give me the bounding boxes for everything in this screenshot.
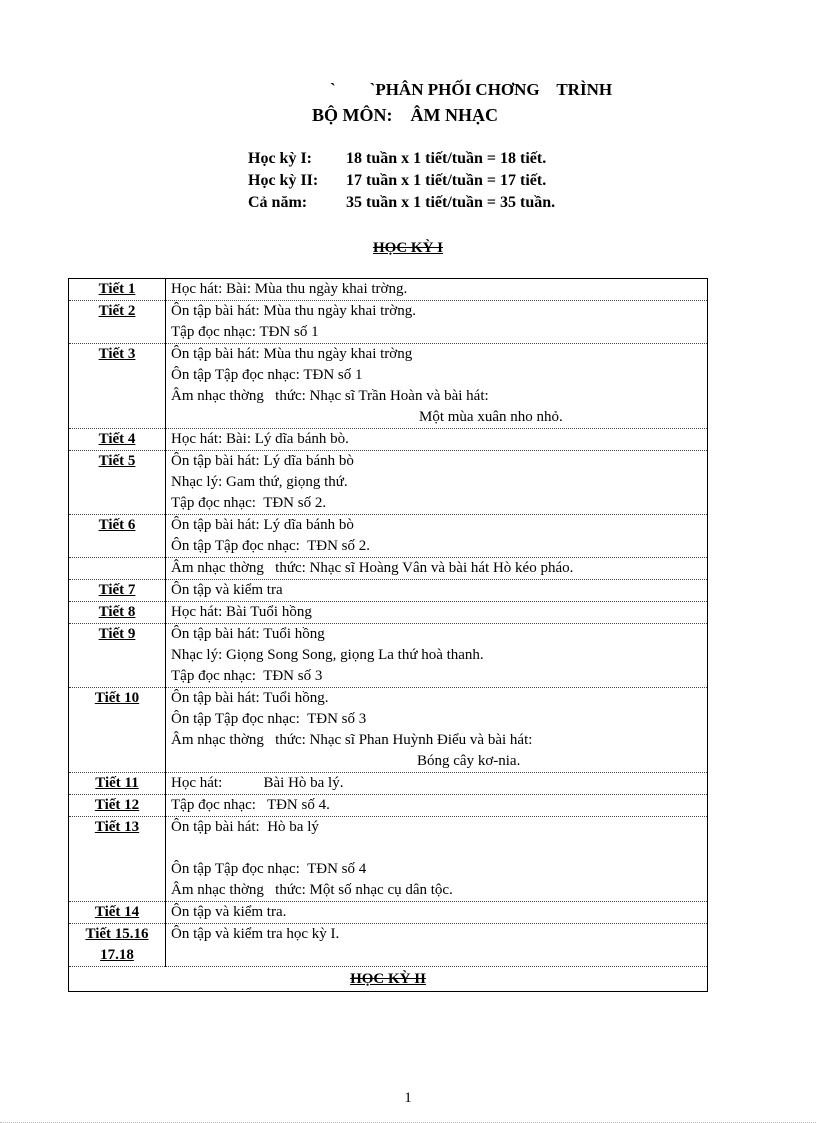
lesson-number: Tiết 4 [98,431,136,447]
lesson-content-cell [166,688,708,773]
lesson-number-cell [69,515,166,558]
lesson-table-body [69,279,708,967]
lesson-content-line: Ôn tập bài hát: Hò ba lý [171,819,319,835]
lesson-content-cell [166,451,708,515]
table-row [69,344,708,429]
lesson-content-line: Ôn tập bài hát: Lý dĩa bánh bò [171,453,354,469]
lesson-content-line: Âm nhạc thờng thức: Nhạc sĩ Phan Huỳnh Điểu và bài hát: [171,732,533,748]
lesson-content-line: Ôn tập bài hát: Mùa thu ngày khai trờng [171,346,413,362]
semester-1-line [248,150,546,168]
lesson-content-cell [166,902,708,924]
lesson-content-line: Âm nhạc thờng thức: Nhạc sĩ Hoàng Vân và bài hát Hò kéo pháo. [171,560,574,576]
table-row [69,580,708,602]
table-row [69,773,708,795]
table-row [69,795,708,817]
lesson-number: Tiết 15.16 [85,926,149,942]
lesson-number: Tiết 13 [94,819,140,835]
lesson-content-line: Ôn tập bài hát: Lý dĩa bánh bò [171,517,354,533]
lesson-number-cell [69,580,166,602]
lesson-content-line: Học hát: Bài: Lý dĩa bánh bò. [171,431,349,447]
table-row [69,515,708,558]
lesson-number-cell [69,902,166,924]
lesson-content-line: Âm nhạc thờng thức: Nhạc sĩ Trần Hoàn và bài hát: [171,388,489,404]
lesson-number: Tiết 12 [94,797,140,813]
semester-value: 18 tuần x 1 tiết/tuần = 18 tiết. [346,150,547,167]
lesson-content-line: Ôn tập và kiểm tra học kỳ I. [171,926,340,942]
lesson-number-cell [69,795,166,817]
lesson-content-line: Tập đọc nhạc: TĐN số 1 [171,324,319,340]
lesson-number: Tiết 3 [98,346,136,362]
lesson-content-line: Tập đọc nhạc: TĐN số 3 [171,668,323,684]
semester-label: Học kỳ II: [248,172,319,189]
table-row [69,602,708,624]
lesson-number-cell [69,429,166,451]
subject-name: ÂM NHẠC [410,105,498,125]
lesson-content-line: Nhạc lý: Gam thứ, giọng thứ. [171,474,348,490]
lesson-content-spacer [171,945,707,966]
lesson-number: Tiết 5 [98,453,136,469]
lesson-content-line: Ôn tập và kiểm tra. [171,904,287,920]
lesson-number: Tiết 7 [98,582,136,598]
lesson-number-cell [69,301,166,344]
semester-value: 17 tuần x 1 tiết/tuần = 17 tiết. [346,172,547,189]
table-row [69,558,708,580]
section-title-semester-2: HỌC KỲ II [350,971,426,987]
lesson-content-cell [166,624,708,688]
lesson-content-line: Ôn tập bài hát: Mùa thu ngày khai trờng. [171,303,416,319]
full-year-line [248,194,555,212]
lesson-number-cell [69,688,166,773]
lesson-number-cell [69,451,166,515]
lesson-content-line: Tập đọc nhạc: TĐN số 2. [171,495,327,511]
semester-label: Cả năm: [248,194,308,211]
lesson-content-line: Một mùa xuân nho nhỏ. [419,409,563,425]
lesson-plan-table [68,278,708,992]
lesson-number: Tiết 2 [98,303,136,319]
lesson-number-cell [69,924,166,967]
table-row [69,817,708,902]
semester-label: Học kỳ I: [248,150,312,167]
lesson-content-cell [166,558,708,580]
subject-label: BỘ MÔN: [312,105,393,125]
lesson-number-cell [69,624,166,688]
table-row [69,902,708,924]
table-row [69,451,708,515]
lesson-content-line: Bóng cây kơ-nia. [417,753,521,769]
lesson-content-line: Tập đọc nhạc: TĐN số 4. [171,797,330,813]
semester-value: 35 tuần x 1 tiết/tuần = 35 tuần. [346,194,556,211]
lesson-number-cell [69,558,166,580]
lesson-content-cell [166,344,708,429]
table-row [69,624,708,688]
section-title-semester-1: HỌC KỲ I [372,240,443,256]
lesson-content-line: Ôn tập bài hát: Tuổi hồng [171,626,325,642]
lesson-number: Tiết 9 [98,626,136,642]
lesson-number-cell [69,602,166,624]
lesson-number: Tiết 14 [94,904,140,920]
table-row [69,279,708,301]
semester-2-line [248,172,546,190]
lesson-content-line: Âm nhạc thờng thức: Một số nhạc cụ dân tộc. [171,882,453,898]
lesson-content-line: Học hát: Bài Hò ba lý. [171,775,344,791]
lesson-number-cell [69,773,166,795]
lesson-content-cell [166,301,708,344]
lesson-content-cell [166,515,708,558]
lesson-content-cell [166,817,708,902]
lesson-content-cell [166,795,708,817]
lesson-content-line: Ôn tập Tập đọc nhạc: TĐN số 2. [171,538,370,554]
lesson-number: Tiết 1 [98,281,136,297]
lesson-number-cell [69,817,166,902]
lesson-number-cell [69,279,166,301]
subject-line [312,105,498,126]
lesson-number: Tiết 11 [95,775,139,791]
lesson-content-cell [166,279,708,301]
lesson-number: Tiết 6 [98,517,136,533]
lesson-content-line: Ôn tập bài hát: Tuổi hồng. [171,690,329,706]
lesson-content-line: Học hát: Bài Tuổi hồng [171,604,312,620]
lesson-content-cell [166,773,708,795]
table-row [69,688,708,773]
table-row [69,301,708,344]
lesson-content-cell [166,580,708,602]
table-row [69,924,708,967]
lesson-number-continued: 17.18 [100,947,134,963]
lesson-number: Tiết 10 [94,690,140,706]
lesson-number-cell [69,344,166,429]
lesson-number: Tiết 8 [98,604,136,620]
table-row [69,429,708,451]
lesson-content-line: Ôn tập và kiểm tra [171,582,283,598]
lesson-content-line: Ôn tập Tập đọc nhạc: TĐN số 4 [171,861,367,877]
lesson-content-line: Ôn tập Tập đọc nhạc: TĐN số 3 [171,711,367,727]
lesson-content-line: Nhạc lý: Giọng Song Song, giọng La thứ hoà thanh. [171,647,484,663]
document-title: ` `PHÂN PHỐI CHƠNG TRÌNH [330,80,613,99]
lesson-content-line: Học hát: Bài: Mùa thu ngày khai trờng. [171,281,408,297]
lesson-content-line: Ôn tập Tập đọc nhạc: TĐN số 1 [171,367,363,383]
lesson-content-cell [166,429,708,451]
page-number: 1 [404,1090,412,1106]
lesson-content-cell [166,602,708,624]
lesson-content-cell [166,924,708,967]
lesson-content-line [171,838,707,859]
